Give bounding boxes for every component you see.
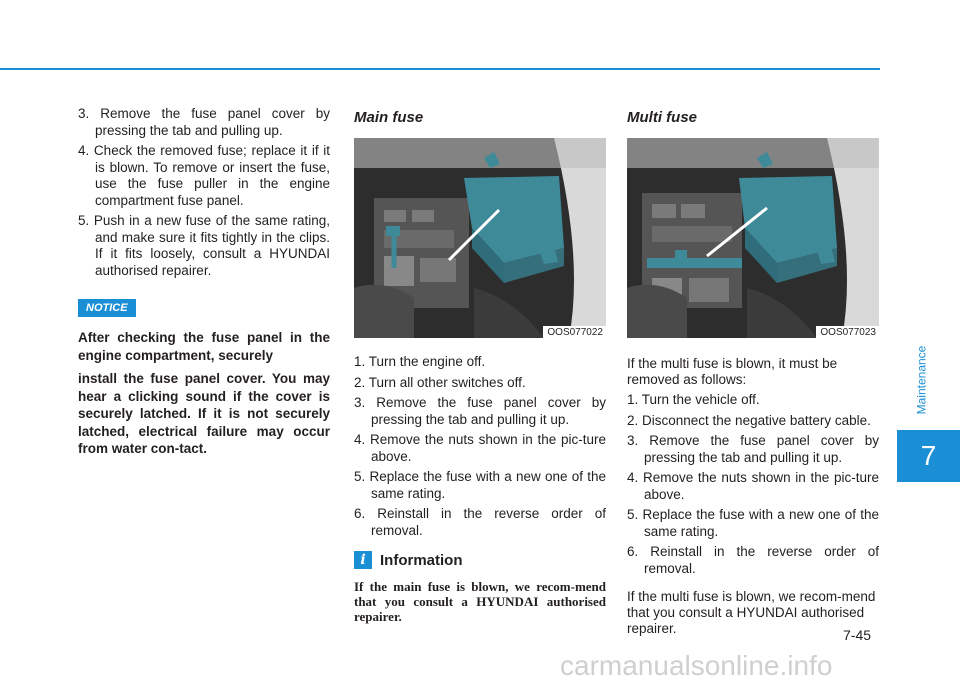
step-item: 3. Remove the fuse panel cover by pressing the tab and pulling up. xyxy=(78,106,330,138)
engine-bay-illustration xyxy=(354,138,606,338)
step-item: 1. Turn the vehicle off. xyxy=(627,392,760,407)
step-item: 4. Remove the nuts shown in the pic-ture above. xyxy=(627,470,879,502)
step-item: 2. Disconnect the negative battery cable. xyxy=(627,412,871,428)
section-label: Maintenance xyxy=(914,345,928,415)
information-header xyxy=(354,551,606,569)
column-main-fuse xyxy=(354,106,606,624)
step-item: 5. Replace the fuse with a new one of the same rating. xyxy=(627,507,879,539)
step-item: 4. Remove the nuts shown in the pic-ture above. xyxy=(354,432,606,464)
steps-list xyxy=(354,354,606,539)
step-item: 3. Remove the fuse panel cover by pressing the tab and pulling it up. xyxy=(354,395,606,427)
section-title-multi-fuse: Multi fuse xyxy=(627,109,697,126)
header-rule xyxy=(0,68,880,70)
step-item: 6. Reinstall in the reverse order of removal. xyxy=(627,544,879,576)
information-text: If the main fuse is blown, we recom-mend that you consult a HYUNDAI authorised repairer. xyxy=(354,579,606,624)
main-fuse-photo xyxy=(354,138,606,338)
intro-text: If the multi fuse is blown, it must be removed as follows: xyxy=(627,356,838,387)
step-item: 3. Remove the fuse panel cover by pressing the tab and pulling it up. xyxy=(627,433,879,465)
notice-text: After checking the fuse panel in the engine compartment, securely xyxy=(78,330,330,363)
step-item: 5. Push in a new fuse of the same rating, and make sure it fits tightly in the clips. If it fits loosely, consult a HYUNDAI authorised repairer. xyxy=(78,213,330,278)
multi-fuse-photo xyxy=(627,138,879,338)
engine-bay-illustration xyxy=(627,138,879,338)
notice-text: install the fuse panel cover. You may hear a clicking sound if the cover is securely latched. If it is not securely latched, electrical failure may occur from water con-tact. xyxy=(78,371,330,456)
steps-list xyxy=(627,392,879,577)
step-item: 5. Replace the fuse with a new one of the same rating. xyxy=(354,469,606,501)
info-icon: i xyxy=(354,551,372,569)
notice-badge: NOTICE xyxy=(78,299,136,317)
watermark: carmanualsonline.info xyxy=(560,650,833,681)
step-item: 4. Check the removed fuse; replace it if it is blown. To remove or insert the fuse, use the fuse puller in the engine compartment fuse panel. xyxy=(78,143,330,208)
step-item: 2. Turn all other switches off. xyxy=(354,374,526,390)
image-code: OOS077022 xyxy=(543,326,606,338)
page-number: 7-45 xyxy=(843,627,872,643)
outro-text: If the multi fuse is blown, we recom-mend that you consult a HYUNDAI authorised repairer. xyxy=(627,589,876,636)
step-item: 1. Turn the engine off. xyxy=(354,354,486,369)
chapter-tab: 7 xyxy=(897,430,960,482)
column-multi-fuse xyxy=(627,106,879,641)
image-code: OOS077023 xyxy=(816,326,879,338)
steps-list xyxy=(78,106,330,279)
column-fuse-replacement xyxy=(78,106,330,464)
section-title-main-fuse: Main fuse xyxy=(354,109,424,126)
step-item: 6. Reinstall in the reverse order of removal. xyxy=(354,506,606,538)
information-title: Information xyxy=(380,551,463,569)
